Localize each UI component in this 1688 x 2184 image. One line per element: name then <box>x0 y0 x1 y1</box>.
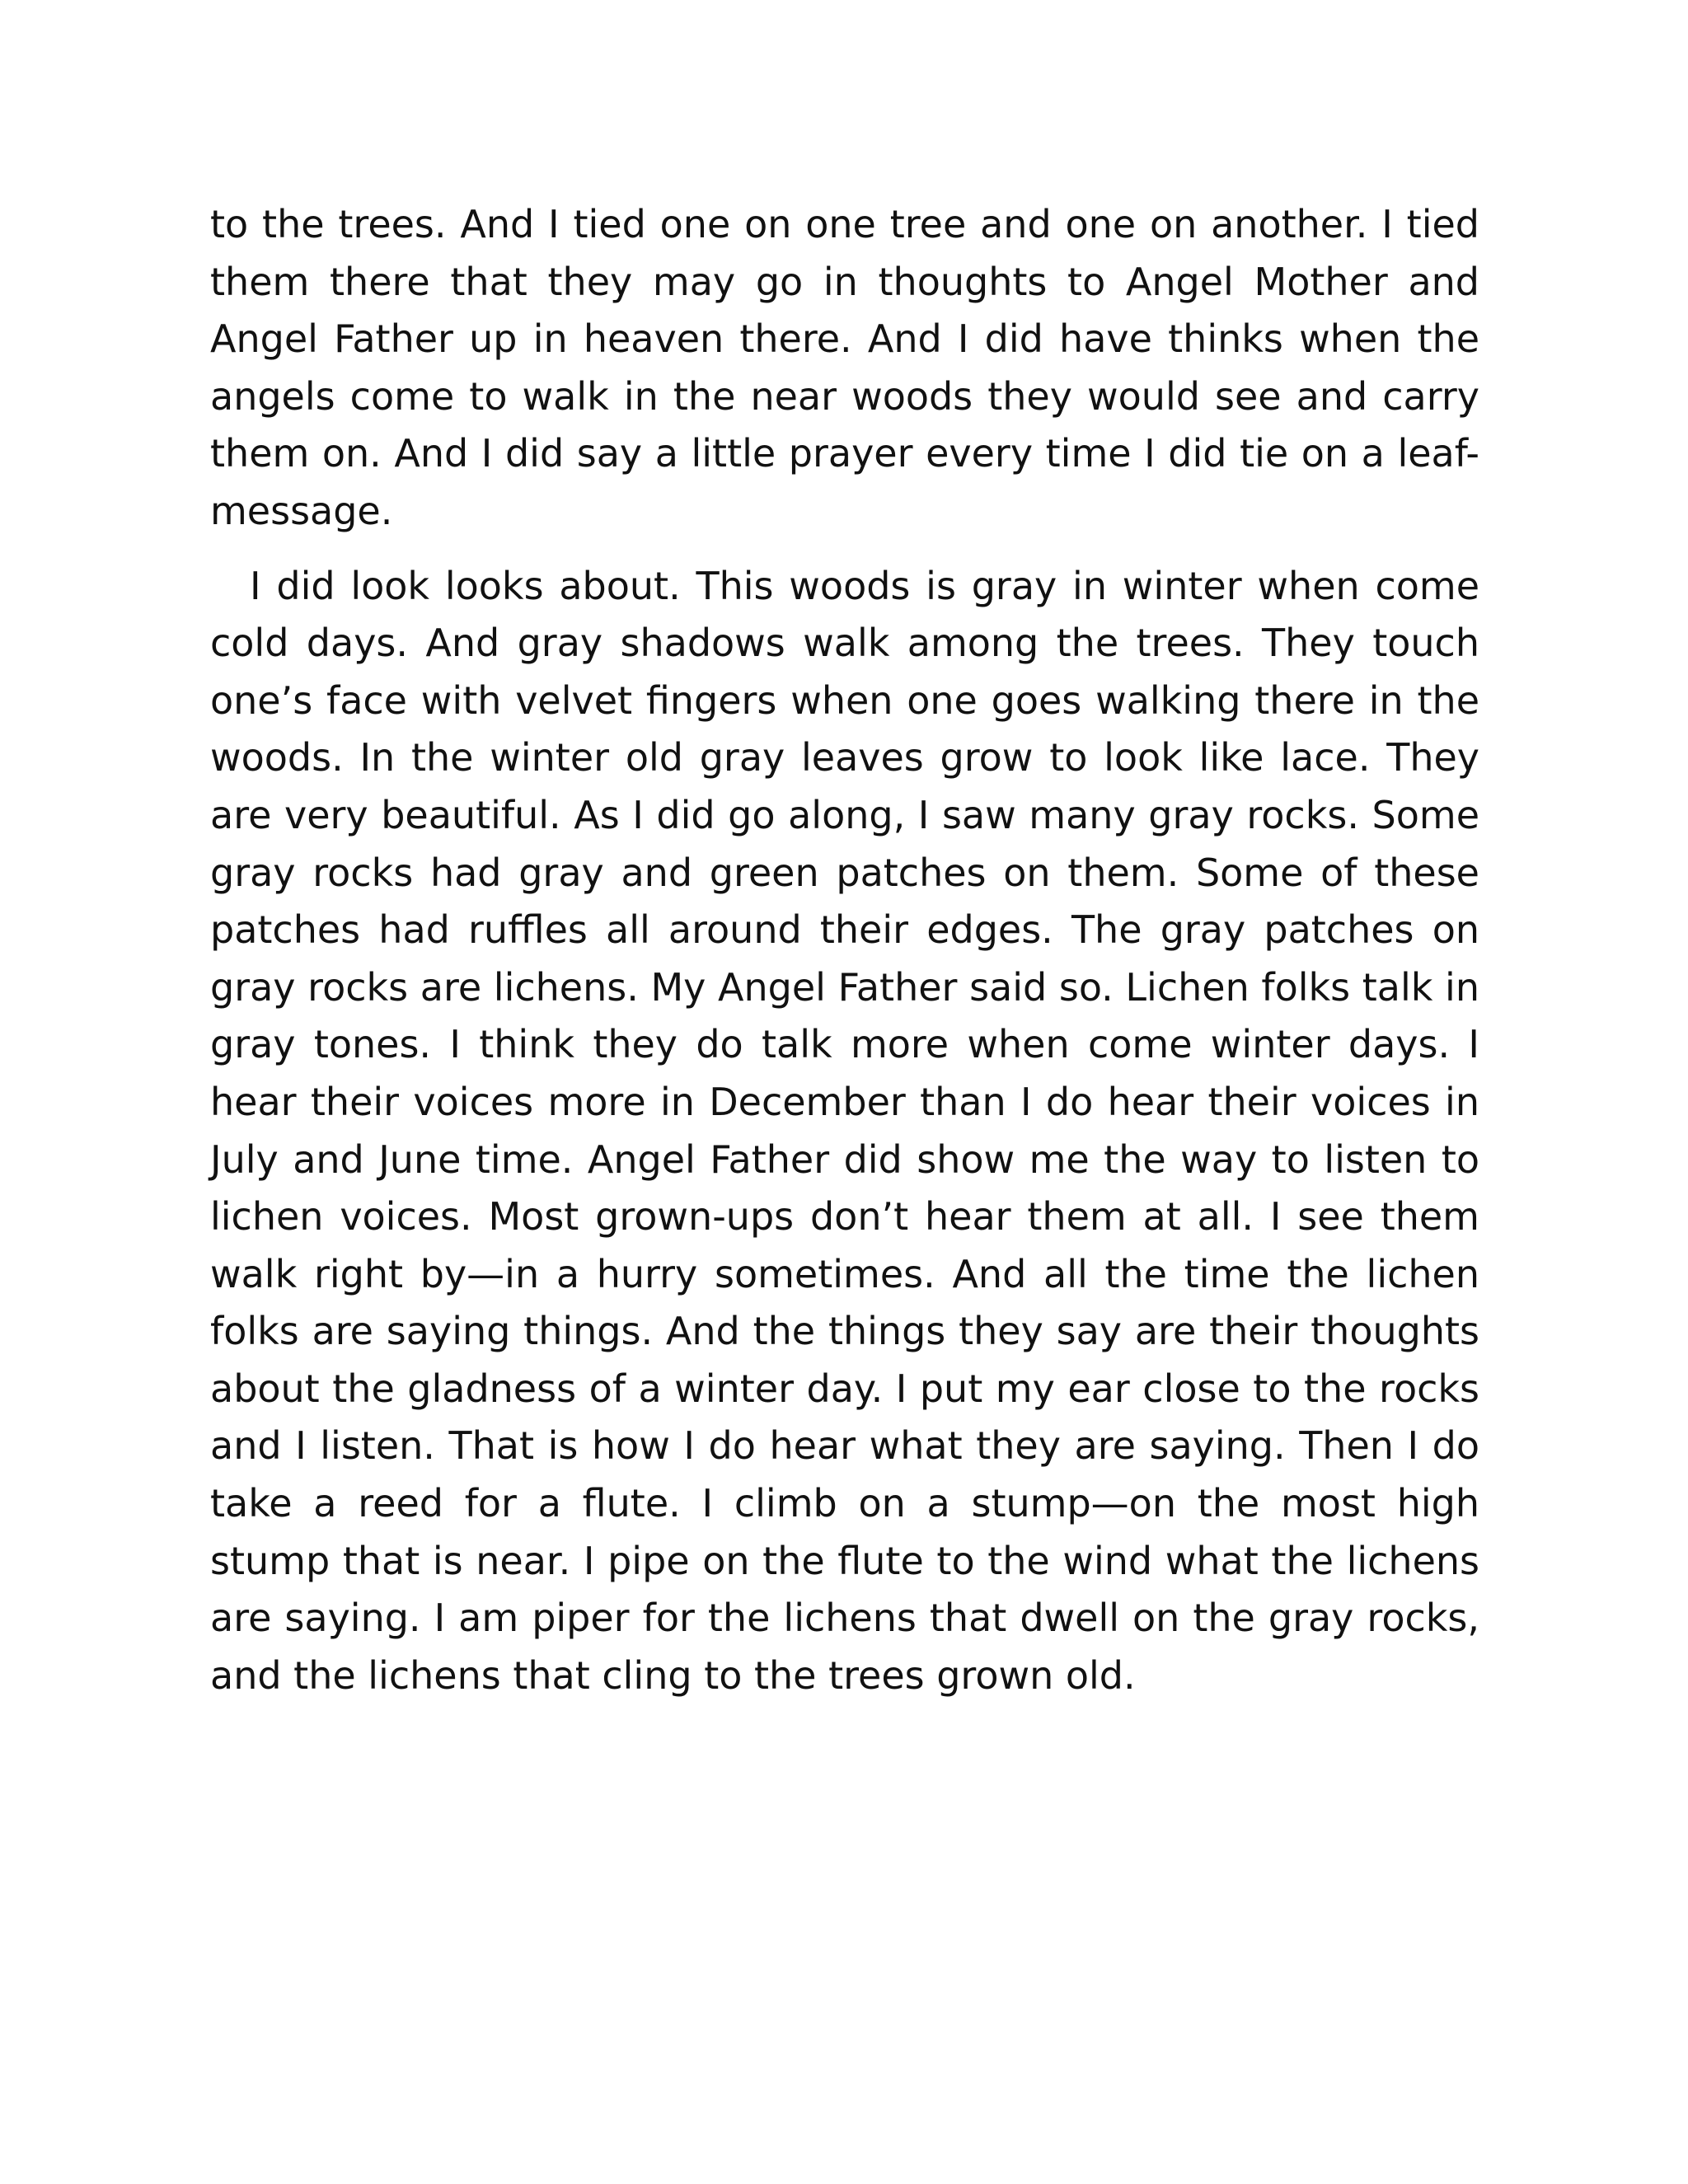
paragraph-lichens: I did look looks about. This woods is gray in winter when come cold days. And gray shadows walk among the trees. They touch one’s face with velvet fingers when one goes walking there in the woods. In the winter old gray leaves grow to look like lace. They are very beautiful. As I did go along, I saw many gray rocks. Some gray rocks had gray and green patches on them. Some of these patches had ruffles all around their edges. The gray patches on gray rocks are lichens. My Angel Father said so. Lichen folks talk in gray tones. I think they do talk more when come winter days. I hear their voices more in December than I do hear their voices in July and June time. Angel Father did show me the way to listen to lichen voices. Most grown-ups don’t hear them at all. I see them walk right by—in a hurry sometimes. And all the time the lichen folks are saying things. And the things they say are their thoughts about the gladness of a winter day. I put my ear close to the rocks and I listen. That is how I do hear what they are saying. Then I do take a reed for a flute. I climb on a stump—on the most high stump that is near. I pipe on the flute to the wind what the lichens are saying. I am piper for the lichens that dwell on the gray rocks, and the lichens that cling to the trees grown old. <box>210 563 1479 1698</box>
paragraph-continuation: to the trees. And I tied one on one tree and one on another. I tied them there that they may go in thoughts to Angel Mother and Angel Father up in heaven there. And I did have thinks when the angels come to walk in the near woods they would see and carry them on. And I did say a little prayer every time I did tie on a leaf-message. <box>210 202 1479 533</box>
document-page <box>210 196 1479 1704</box>
